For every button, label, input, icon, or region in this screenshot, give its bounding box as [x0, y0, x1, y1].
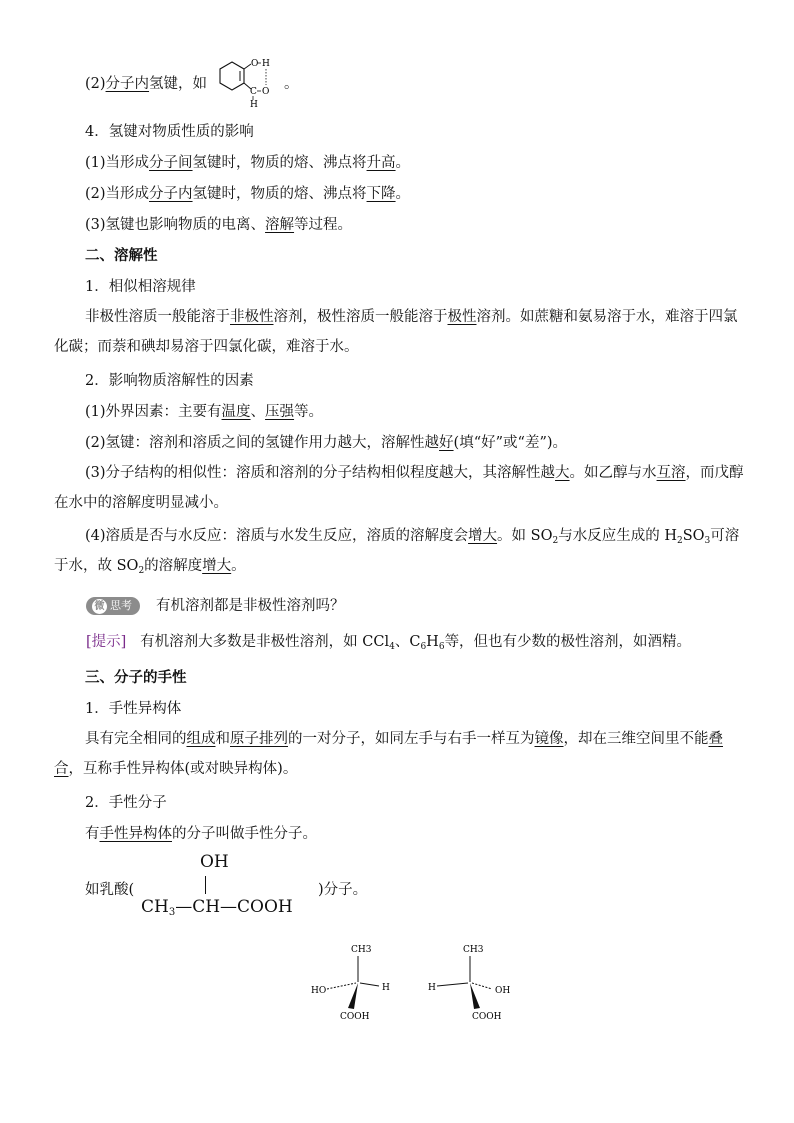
intra-hbond-line: (2)分子内氢键，如	[85, 76, 208, 92]
hint-row: [提示] 有机溶剂大多数是非极性溶剂，如 CCl$_4$、$C_6H_6$等，但也有少数的极性溶剂，如酒精。	[86, 634, 692, 652]
lactic-suffix: )分子。	[318, 882, 368, 898]
p2-2-item3: (3)分子结构的相似性：溶质和溶剂的分子结构相似程度越大，其溶解性越大。如乙醇与水互溶，而戊醇在水中的溶解度明显减小。	[54, 465, 744, 511]
lactic-enantiomer-2	[425, 938, 535, 1028]
salicyl-o: O	[251, 59, 259, 69]
mol1-top: CH3	[351, 945, 372, 955]
hint-label: [提示]	[86, 634, 127, 650]
p3-2-title: 2．手性分子	[85, 795, 167, 811]
mol1-bottom: COOH	[340, 1012, 370, 1022]
part2-title: 二、溶解性	[85, 247, 158, 264]
formula-bond	[205, 876, 206, 894]
salicylaldehyde-structure	[214, 56, 294, 108]
sec4-item3: (3)氢键也影响物质的电离、溶解等过程。	[85, 217, 353, 233]
lactic-enantiomer-1	[305, 938, 415, 1028]
formula-main: $CH_3—CH—COOH$	[141, 897, 293, 918]
mol2-bottom: COOH	[472, 1012, 502, 1022]
think-badge: 微 思考	[86, 597, 140, 615]
p2-2-title: 2．影响物质溶解性的因素	[85, 373, 254, 389]
mol2-left: H	[428, 983, 436, 993]
salicyl-h2: H	[250, 100, 258, 108]
salicyl-h1: H	[262, 59, 270, 69]
part3-title: 三、分子的手性	[85, 669, 187, 686]
think-question: 有机溶剂都是非极性溶剂吗？	[156, 598, 345, 614]
salicyl-o2: O	[262, 87, 270, 97]
think-row	[86, 596, 345, 616]
lactic-prefix: 如乳酸(	[85, 882, 135, 898]
sec4-item1: (1)当形成分子间氢键时，物质的熔、沸点将升高。	[85, 155, 411, 171]
p2-1-paragraph: 非极性溶质一般能溶于非极性溶剂，极性溶质一般能溶于极性溶剂。如蔗糖和氨易溶于水，难溶于四氯化碳；而萘和碘却易溶于四氯化碳，难溶于水。	[54, 309, 738, 355]
salicyl-c: C	[250, 87, 257, 97]
mol1-right: H	[382, 983, 390, 993]
sec4-item2: (2)当形成分子内氢键时，物质的熔、沸点将下降。	[85, 186, 411, 202]
intra-hbond-end: 。	[284, 76, 299, 92]
p2-1-title: 1．相似相溶规律	[85, 279, 196, 295]
p3-2-line: 有手性异构体的分子叫做手性分子。	[85, 826, 317, 842]
p3-1-title: 1．手性异构体	[85, 701, 182, 717]
sec4-title: 4．氢键对物质性质的影响	[85, 124, 254, 140]
p3-1-paragraph: 具有完全相同的组成和原子排列的一对分子，如同左手与右手一样互为镜像，却在三维空间里不能叠合，互称手性异构体(或对映异构体)。	[54, 731, 723, 777]
mol2-right: OH	[495, 986, 511, 996]
mol1-left: HO	[311, 986, 327, 996]
p2-2-item1: (1)外界因素：主要有温度、压强等。	[85, 404, 324, 420]
p2-2-item2: (2)氢键：溶剂和溶质之间的氢键作用力越大，溶解性越好(填“好”或“差”)。	[85, 435, 568, 451]
mol2-top: CH3	[463, 945, 484, 955]
formula-oh: OH	[200, 852, 229, 872]
p2-2-item4: (4)溶质是否与水反应：溶质与水发生反应，溶质的溶解度会增大。如 $SO_2$与水反应生成的 $H_2SO_3$可溶于水，故 $SO_2$的溶解度增大。	[54, 528, 740, 576]
